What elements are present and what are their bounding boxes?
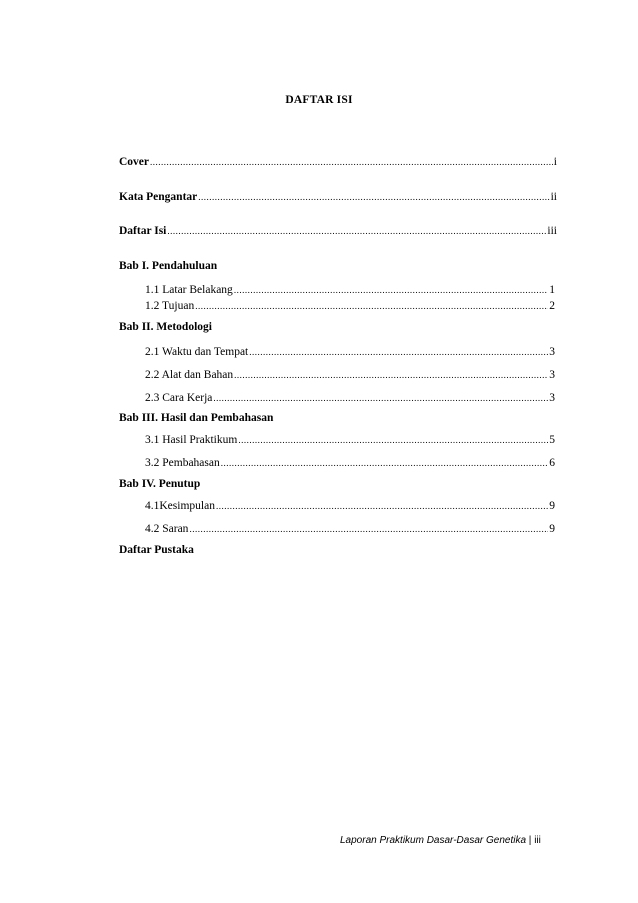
footer-text: Laporan Praktikum Dasar-Dasar Genetika (340, 835, 527, 846)
toc-entry-label: Kata Pengantar (119, 191, 198, 203)
toc-entry-label: Cover (119, 156, 150, 168)
toc-page-number: 9 (549, 500, 555, 512)
toc-page-number: 9 (549, 523, 555, 535)
toc-leader-dots (198, 190, 549, 204)
toc-leader-dots (216, 499, 548, 513)
page-footer (340, 835, 541, 846)
toc-page-number: 2 (549, 300, 555, 312)
toc-leader-dots (238, 433, 548, 447)
toc-subentry (145, 368, 555, 382)
toc-page-number: i (553, 156, 557, 168)
toc-entry-label: 2.3 Cara Kerja (145, 392, 213, 404)
toc-entry-kata-pengantar (119, 190, 557, 204)
toc-subentry (145, 499, 555, 513)
toc-entry-daftar-pustaka: Daftar Pustaka (119, 544, 194, 556)
toc-chapter-heading: Bab IV. Penutup (119, 478, 201, 490)
toc-leader-dots (189, 522, 548, 536)
toc-subentry (145, 299, 555, 313)
toc-page-number: 3 (549, 346, 555, 358)
toc-subentry (145, 391, 555, 405)
toc-entry-label: Daftar Isi (119, 225, 167, 237)
toc-page-number: iii (547, 225, 557, 237)
footer-separator: | (528, 835, 532, 846)
toc-entry-label: 1.1 Latar Belakang (145, 284, 233, 296)
toc-page-number: 1 (549, 284, 555, 296)
toc-chapter-heading: Bab III. Hasil dan Pembahasan (119, 412, 274, 424)
toc-entry-label: 3.1 Hasil Praktikum (145, 434, 238, 446)
toc-entry-cover (119, 155, 557, 169)
toc-page-number: 6 (549, 457, 555, 469)
page-title: DAFTAR ISI (285, 94, 353, 106)
toc-entry-label: 3.2 Pembahasan (145, 457, 220, 469)
toc-leader-dots (221, 456, 549, 470)
toc-entry-daftar-isi (119, 224, 557, 238)
toc-entry-label: 1.2 Tujuan (145, 300, 195, 312)
toc-entry-label: 2.1 Waktu dan Tempat (145, 346, 249, 358)
toc-subentry (145, 283, 555, 297)
toc-leader-dots (234, 283, 548, 297)
toc-entry-label: 4.1Kesimpulan (145, 500, 215, 512)
toc-page-number: 3 (549, 392, 555, 404)
toc-page-number: 3 (549, 369, 555, 381)
toc-leader-dots (234, 368, 548, 382)
toc-leader-dots (249, 345, 548, 359)
toc-subentry (145, 345, 555, 359)
toc-entry-label: 4.2 Saran (145, 523, 189, 535)
toc-leader-dots (213, 391, 548, 405)
toc-entry-label: 2.2 Alat dan Bahan (145, 369, 234, 381)
toc-leader-dots (150, 155, 553, 169)
toc-subentry (145, 456, 555, 470)
toc-chapter-heading: Bab II. Metodologi (119, 321, 212, 333)
toc-page-number: ii (550, 191, 557, 203)
toc-leader-dots (195, 299, 548, 313)
toc-subentry (145, 522, 555, 536)
toc-subentry (145, 433, 555, 447)
toc-leader-dots (167, 224, 546, 238)
toc-chapter-heading: Bab I. Pendahuluan (119, 260, 218, 272)
footer-page-number: iii (534, 835, 541, 846)
toc-page-number: 5 (549, 434, 555, 446)
